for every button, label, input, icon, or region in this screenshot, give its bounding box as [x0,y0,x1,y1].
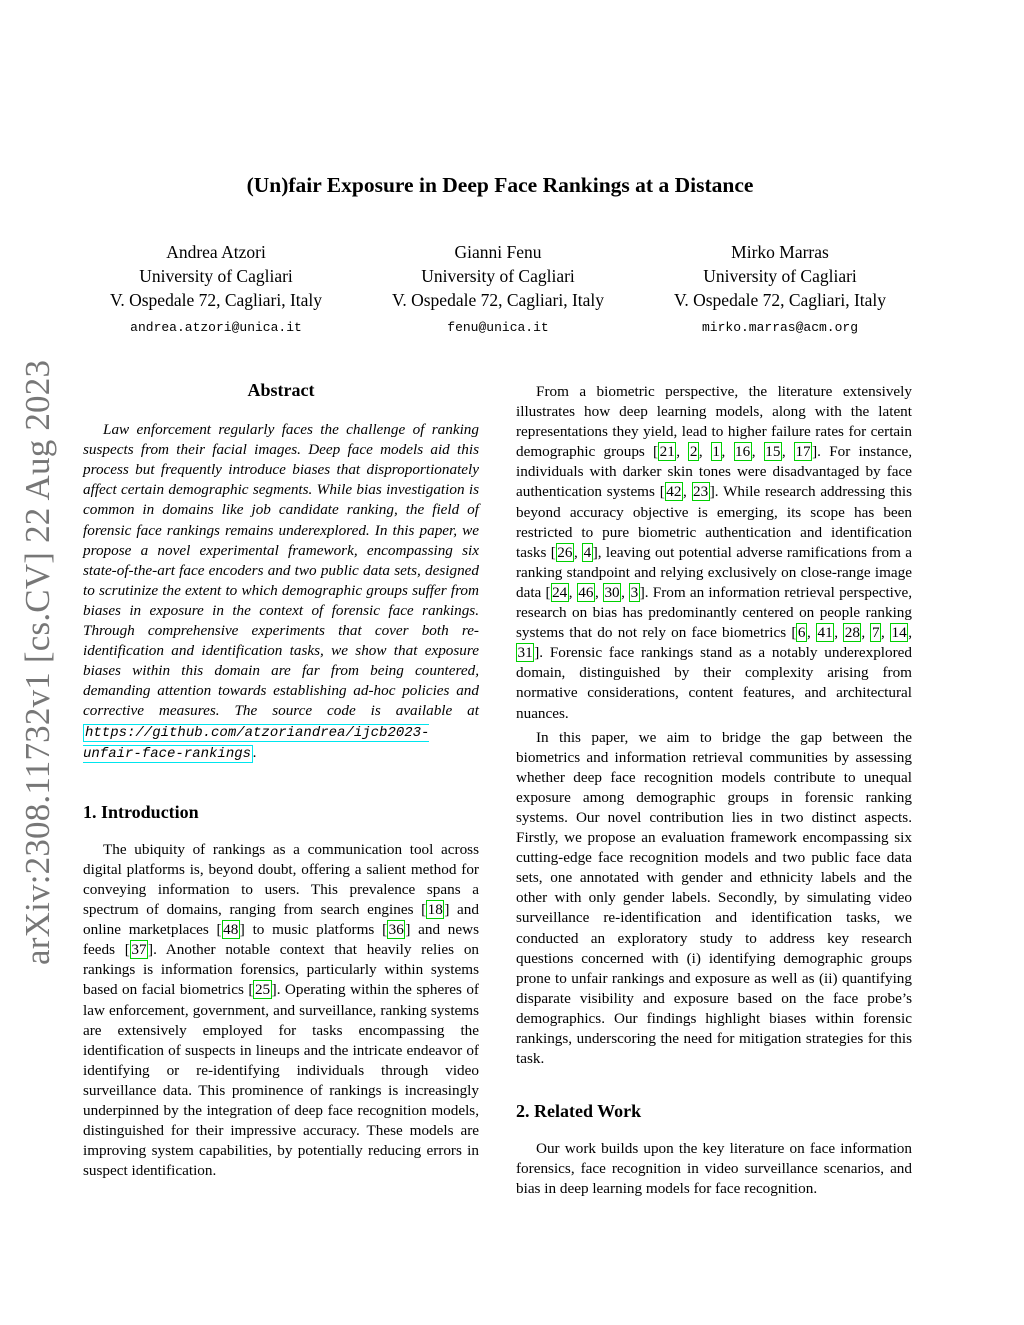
abstract-body: Law enforcement regularly faces the challenge of ranking suspects from their facial images. Deep face models aid this process but frequently introduce biases that disproportionately affect certain demographic segments. While bias investigation is common in domains like job candidate ranking, the field of forensic face rankings remains underexplored. In this paper, we propose a novel experimental framework, encompassing six state-of-the-art face encoders and two public data sets, designed to scrutinize the extent to which demographic groups suffer from biases in exposure in the context of forensic face rankings. Through comprehensive experiments that cover both re-identification and identification tasks, we show that exposure biases within this domain are far from being countered, demanding attention towards establishing ad-hoc policies and corrective measures. The source code is available at [83,421,479,720]
author-block [66,240,366,339]
text-span: ]. Forensic face rankings stand as a notably underexplored domain, distinguished by their complexity arising from normative considerations, content features, and architectural nuances. [516,644,912,722]
citation-link[interactable]: 4 [583,543,592,561]
intro-paragraph-1: The ubiquity of rankings as a communication tool across digital platforms is, beyond doubt, offering a salient method for conveying information to users. This prevalence spans a spectrum of domains, ranging from search engines [18] and online marketplaces [48] to music platforms [36] and news feeds [37]. Another notable context that heavily relies on rankings is information forensics, particularly within systems based on facial biometrics [25]. Operating within the spheres of law enforcement, government, and surveillance, ranking systems are extensively employed for tasks encompassing the identification of suspects in lineups and the intricate endeavor of identifying or re-identifying individuals through video surveillance data. This prominence of rankings is increasingly underpinned by the integration of deep face recognition models, distinguished for their impressive accuracy. These models are improving system capabilities, by potentially reducing errors in suspect identification. [83,840,480,1180]
citation-link[interactable]: 23 [693,483,709,501]
intro-paragraph-3: In this paper, we aim to bridge the gap between the biometrics and information retrieval communities by assessing whether deep face recognition models contribute to unequal exposure among demographic groups in forensic ranking systems. Our novel contribution lies in two distinct aspects. Firstly, we propose an evaluation framework encompassing six cutting-edge face recognition models and two public face data sets, one annotated with gender and ethnicity labels and the other with only gender labels. Secondly, by simulating video surveillance re-identification and identification tasks, we conducted an exploratory study to address key research questions concerned with (i) identifying demographic groups prone to unfair rankings and exposure as well as (ii) quantifying disparate visibility and exposure based on the face probe’s demographics. Our findings highlight biases within forensic rankings, underscoring the need for mitigation strategies for this task. [516,728,912,1068]
author-email: mirko.marras@acm.org [701,320,859,335]
citation-link[interactable]: 6 [797,624,806,642]
arxiv-identifier: arXiv:2308.11732v1 [cs.CV] 22 Aug 2023 [18,359,57,965]
author-name: Gianni Fenu [454,242,542,262]
citation-group: 42, 23 [666,483,709,501]
author-block [348,240,648,339]
citation-link[interactable]: 42 [666,483,682,501]
citation-link[interactable]: 1 [712,443,721,461]
citation-link[interactable]: 37 [131,941,147,959]
text-span: . Operating within the spheres of law enforcement, government, and surveillance, ranking systems are extensively employed for tasks encompassing the identification of suspects in lineups and the intricate endeavor of identifying or re-identifying individuals through video surveillance data. This prominence of rankings is increasingly underpinned by the integration of deep face recognition models, distinguished for their impressive accuracy. These models are improving system capabilities, by potentially reducing errors in suspect identification. [83,981,479,1180]
author-email: andrea.atzori@unica.it [130,320,302,335]
text-span: . Another notable context that heavily relies on rankings is information forensics, particularly within systems based on facial biometrics [83,941,480,999]
author-affiliation: University of Cagliari [139,266,293,286]
citation-link[interactable]: 30 [604,583,620,601]
text-span: and online marketplaces [83,901,479,939]
author-address: V. Ospedale 72, Cagliari, Italy [109,290,323,310]
author-affiliation: University of Cagliari [421,266,575,286]
citation-link[interactable]: 26 [557,543,573,561]
section-heading-related-work: 2. Related Work [516,1101,642,1122]
citation-link[interactable]: 48 [223,921,239,939]
text-span: ], leaving out potential adverse ramifications from a ranking standpoint and relying exclusively on close-range image data [ [516,543,913,601]
citation-group: 26, 4 [557,543,592,561]
author-affiliation: University of Cagliari [703,266,857,286]
text-span: The ubiquity of rankings as a communication tool across digital platforms is, beyond doubt, offering a salient method for conveying information to users. This prevalence spans a spectrum of domains, ranging from search engines [83,840,479,919]
text-span: ]. While research addressing this beyond accuracy objective is emerging, its scope has been restricted to pure biometric authentication and identification tasks [ [516,483,912,561]
citation-group: 21, 2, 1, 16, 15, 17 [659,443,811,461]
citation-link[interactable]: 28 [844,624,860,642]
citation-link[interactable]: 15 [765,443,781,461]
citation-link[interactable]: 31 [517,644,533,662]
citation-link[interactable]: 21 [659,443,675,461]
citation-link[interactable]: 17 [795,443,811,461]
text-span: From a biometric perspective, the literature extensively illustrates how deep learning models, along with the latent representations they yield, lead to higher failure rates for certain demographic groups [ [516,383,912,461]
citation-link[interactable]: 14 [891,624,907,642]
citation-link[interactable]: 24 [552,583,568,601]
left-column [83,380,479,1181]
source-code-link[interactable]: https://github.com/atzoriandrea/ijcb2023-unfair-face-rankings [83,724,430,762]
citation-link[interactable]: 2 [689,443,698,461]
author-block [630,240,930,339]
author-address: V. Ospedale 72, Cagliari, Italy [673,290,887,310]
citation-group: 24, 46, 30, 3 [552,583,639,601]
citation-link[interactable]: 3 [630,583,639,601]
section-heading-introduction: 1. Introduction [83,801,199,822]
abstract-heading: Abstract [247,380,315,400]
citation-link[interactable]: 41 [817,624,833,642]
related-work-paragraph-1: Our work builds upon the key literature on face information forensics, face recognition in video surveillance scenarios, and bias in deep learning models for face recognition. [516,1140,912,1198]
citation-link[interactable]: 18 [427,901,443,919]
right-column [516,382,912,1200]
citation-link[interactable]: 46 [578,583,594,601]
author-address: V. Ospedale 72, Cagliari, Italy [391,290,605,310]
author-name: Andrea Atzori [166,242,266,262]
citation-link[interactable]: 16 [735,443,751,461]
citation-link[interactable]: 7 [871,624,880,642]
text-span: ]. From an information retrieval perspective, research on bias has predominantly centered on people ranking systems that do not rely on face biometrics [ [516,583,913,642]
text-span: and news feeds [83,921,479,959]
paper-title: (Un)fair Exposure in Deep Face Rankings at a Distance [246,173,754,197]
intro-paragraph-2 [516,382,912,724]
author-name: Mirko Marras [731,242,829,262]
abstract-text [83,420,479,764]
text-span: to music platforms [244,921,383,939]
text-span: ]. For instance, individuals with darker skin tones were disadvantaged by face authentication systems [ [516,443,913,501]
citation-link[interactable]: 36 [388,921,404,939]
author-email: fenu@unica.it [447,320,549,335]
citation-link[interactable]: 25 [254,981,271,999]
abstract-end: . [253,743,257,761]
citation-group: 6, 41, 28, 7, 14, 31 [517,624,913,662]
